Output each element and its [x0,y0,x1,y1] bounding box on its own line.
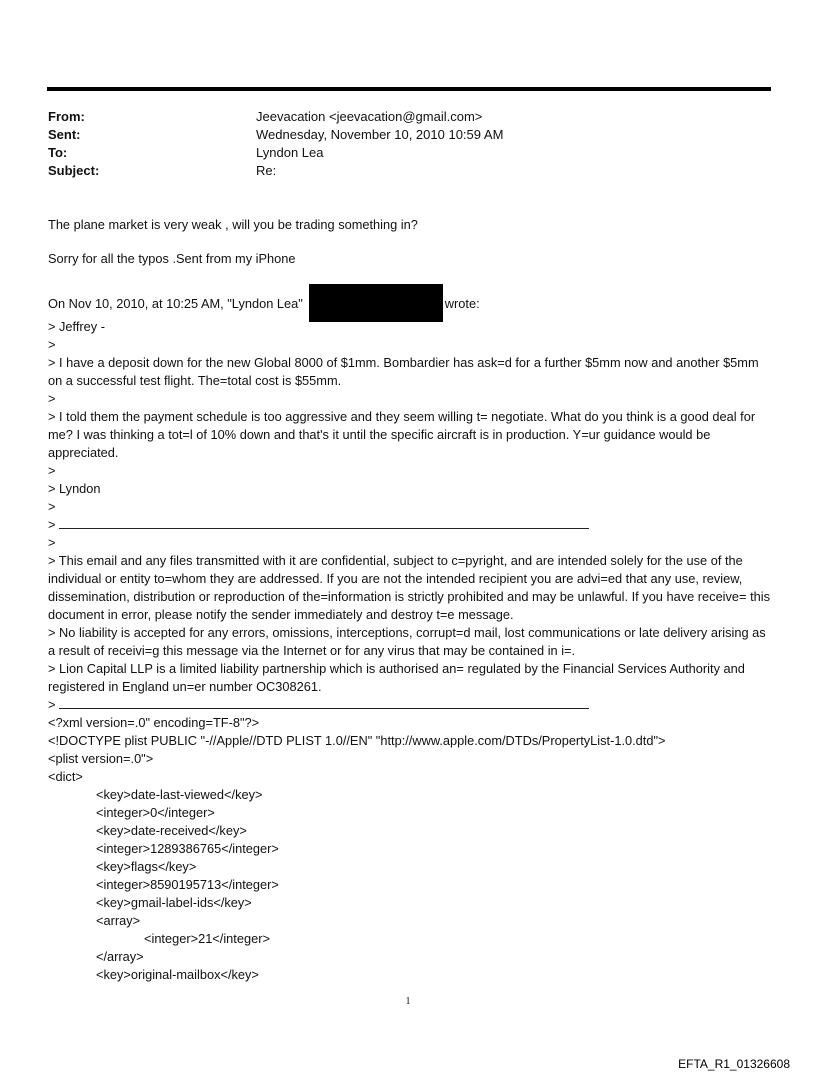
xml-line: <key>date-received</key> [96,823,247,838]
quote-line: > [48,499,56,514]
sent-value: Wednesday, November 10, 2010 10:59 AM [256,127,504,142]
xml-line: <integer>21</integer> [144,931,270,946]
separator-rule [59,516,589,529]
from-value: Jeevacation <jeevacation@gmail.com> [256,109,483,124]
header-rule [47,87,771,91]
xml-line: <plist version=.0"> [48,751,154,766]
to-value: Lyndon Lea [256,145,324,160]
body-line: The plane market is very weak , will you be trading something in? [48,217,418,232]
xml-line: <?xml version=.0" encoding=TF-8"?> [48,715,260,730]
quote-line: > [48,391,56,406]
redaction-box [309,284,443,322]
attribution-wrote: wrote: [444,296,480,311]
xml-line: <dict> [48,769,83,784]
disclaimer-paragraph: > This email and any files transmitted with it are confidential, subject to c=pyright, and are intended solely for the use of the individual or entity to=whom they are addressed. If you are not the intended recipient you are advi=ed that any use, review, dissemination, distribution or reproduction of the=information is strictly prohibited and may be unlawful. If you have receive= this document in error, please notify the sender immediately and destroy t=e message. [48,553,770,622]
xml-line: <integer>8590195713</integer> [96,877,279,892]
quote-paragraph: > I told them the payment schedule is too aggressive and they seem willing t= negotiate. What do you think is a good deal for me? I was thinking a tot=l of 10% down and that's it until the specific aircraft is in production. Y=ur guidance would be appreciated. [48,409,756,460]
quote-line: > [48,463,56,478]
separator-rule [59,696,589,709]
quote-line: > [48,337,56,352]
xml-line: <array> [96,913,141,928]
subject-label: Subject: [48,163,100,178]
disclaimer-paragraph: > No liability is accepted for any errors, omissions, interceptions, corrupt=d mail, lost communications or late delivery arising as a result of receivi=g this message via the Internet or for any virus that may be contained in i=. [48,625,766,658]
quote-line: > [48,535,56,550]
quote-line: > Lyndon [48,481,101,496]
xml-line: <key>original-mailbox</key> [96,967,259,982]
xml-line: <integer>1289386765</integer> [96,841,279,856]
quote-line: > Jeffrey - [48,319,106,334]
signature-line: Sorry for all the typos .Sent from my iPhone [48,251,296,266]
xml-line: <key>date-last-viewed</key> [96,787,263,802]
quote-separator: > [48,696,772,714]
message-body [48,216,772,984]
disclaimer-paragraph: > Lion Capital LLP is a limited liability partnership which is authorised an= regulated by the Financial Services Authority and registered in England un=er number OC308261. [48,661,745,694]
quote-paragraph: > I have a deposit down for the new Global 8000 of $1mm. Bombardier has ask=d for a further $5mm now and another $5mm on a successful test flight. The=total cost is $55mm. [48,355,759,388]
xml-line: </array> [96,949,144,964]
xml-line: <key>flags</key> [96,859,197,874]
quote-separator: > [48,516,772,534]
xml-line: <integer>0</integer> [96,805,215,820]
attribution-text: On Nov 10, 2010, at 10:25 AM, "Lyndon Lea" [48,296,303,311]
from-label: From: [48,109,85,124]
sent-label: Sent: [48,127,81,142]
xml-line: <!DOCTYPE plist PUBLIC "-//Apple//DTD PLIST 1.0//EN" "http://www.apple.com/DTDs/PropertyList-1.0.dtd"> [48,733,666,748]
xml-line: <key>gmail-label-ids</key> [96,895,252,910]
subject-value: Re: [256,163,277,178]
quote-attribution [48,284,772,311]
document-id: EFTA_R1_01326608 [678,1057,790,1071]
to-label: To: [48,145,68,160]
page-number: 1 [405,996,411,1007]
